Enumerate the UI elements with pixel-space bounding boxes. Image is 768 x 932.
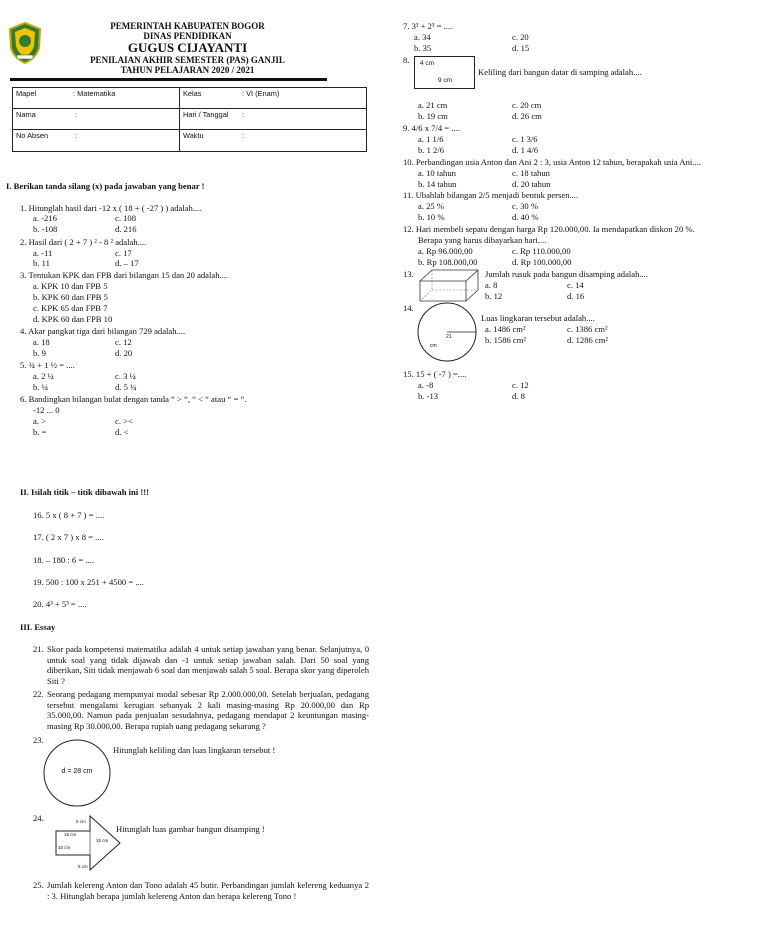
nama-cell — [12, 108, 180, 130]
q22-text: Seorang pedagang mempunyai modal sebesar Rp 2.000.000,00. Setelah berjualan, pedagang tersebut mengalami kerugian sebanyak 2 kali masing-masing Rp 20.000,00 dan Rp 35.000,00. Namun pada penjualan sesudahnya, pedagang mendapat 2 keuntungan masing-masing Rp 30.000,00. Berapa rupiah uang pedagang sekarang ? — [47, 689, 369, 731]
q20: 20. 4³ + 5³ = .... — [33, 599, 87, 609]
q14-option-a[interactable]: a. 1486 cm² — [485, 324, 526, 334]
q24-number: 24. — [33, 813, 44, 823]
q13-option-a[interactable]: a. 8 — [485, 280, 498, 290]
section3-title: III. Essay — [20, 622, 56, 632]
q14-number: 14. — [403, 303, 414, 313]
hari-cell — [179, 108, 367, 130]
q2-option-b[interactable]: b. 11 — [33, 258, 50, 268]
mapel-cell — [12, 87, 180, 109]
q8-option-b[interactable]: b. 19 cm — [418, 111, 448, 121]
section2-title: II. Isilah titik – titik dibawah ini !!! — [20, 487, 149, 497]
q6-option-b[interactable]: b. = — [33, 427, 47, 437]
q18: 18. – 180 : 6 = .... — [33, 555, 94, 565]
id-table — [12, 87, 367, 152]
q25-number: 25. — [33, 880, 44, 890]
q5-option-d[interactable]: d. 5 ¼ — [115, 382, 137, 392]
q4-stem: 4. Akar pangkat tiga dari bilangan 729 adalah.... — [20, 326, 186, 336]
q10-option-a[interactable]: a. 10 tahun — [418, 168, 456, 178]
waktu-value: : — [242, 131, 245, 140]
q13-number: 13. — [403, 269, 414, 279]
q8-width-label: 9 cm — [438, 77, 453, 84]
q7-option-d[interactable]: d. 15 — [512, 43, 530, 53]
q6-line2: -12 ... 0 — [33, 405, 60, 415]
q14-stem: Luas lingkaran tersebut adalah.... — [481, 313, 595, 323]
nama-label: Nama — [16, 110, 36, 119]
q14-unit-label: cm — [430, 343, 437, 349]
q14-option-c[interactable]: c. 1386 cm² — [567, 324, 608, 334]
kelas-value: : VI (Enam) — [242, 89, 280, 98]
q11-stem: 11. Ubahlah bilangan 2/5 menjadi bentuk persen.... — [403, 190, 579, 200]
q11-option-c[interactable]: c. 30 % — [512, 201, 539, 211]
q12-option-a[interactable]: a. Rp 96.000,00 — [418, 246, 473, 256]
q5-option-c[interactable]: c. 3 ¼ — [115, 371, 137, 381]
q8-option-d[interactable]: d. 26 cm — [512, 111, 542, 121]
q8-number: 8. — [403, 55, 410, 65]
absen-label: No Absen — [16, 131, 49, 140]
q15-stem: 15. 15 + ( -7 ) =.... — [403, 369, 467, 379]
q2-option-a[interactable]: a. -11 — [33, 248, 53, 258]
q19: 19. 500 : 100 x 251 + 4500 = .... — [33, 577, 144, 587]
q12-stem: 12. Hari membeli sepatu dengan harga Rp 120.000,00. Ia mendapatkan diskon 20 %. — [403, 224, 695, 234]
kelas-label: Kelas — [183, 89, 202, 98]
hari-value: : — [242, 110, 245, 119]
mapel-label: Mapel — [16, 89, 37, 98]
q10-option-b[interactable]: b. 14 tahun — [418, 179, 457, 189]
q7-option-b[interactable]: b. 35 — [414, 43, 432, 53]
q6-option-a[interactable]: a. > — [33, 416, 46, 426]
q9-stem: 9. 4/6 x 7/4 = .... — [403, 123, 460, 133]
q15-option-d[interactable]: d. 8 — [512, 391, 525, 401]
q24-dim-length: 15 cm — [64, 832, 77, 837]
q5-stem: 5. ¾ + 1 ½ = .... — [20, 360, 75, 370]
q3-option-a[interactable]: a. KPK 10 dan FPB 5 — [33, 281, 108, 291]
q16: 16. 5 x ( 8 + 7 ) = .... — [33, 510, 105, 520]
q22-number: 22. — [33, 689, 44, 699]
q24-dim-top: 5 cm — [76, 819, 86, 824]
q9-option-c[interactable]: c. 1 3/6 — [512, 134, 538, 144]
q10-stem: 10. Perbandingan usia Anton dan Ani 2 : 3, usia Anton 12 tahun, berapakah usia Ani.... — [403, 157, 701, 167]
q2-option-d[interactable]: d. – 17 — [115, 258, 139, 268]
q24-dim-bottom: 5 cm — [78, 864, 88, 869]
q4-option-b[interactable]: b. 9 — [33, 348, 46, 358]
q23-circle-figure — [42, 738, 112, 808]
header-line5: TAHUN PELAJARAN 2020 / 2021 — [120, 65, 255, 75]
q1-option-a[interactable]: a. -216 — [33, 213, 57, 223]
q11-option-b[interactable]: b. 10 % — [418, 212, 445, 222]
q4-option-a[interactable]: a. 18 — [33, 337, 50, 347]
header-title: GUGUS CIJAYANTI — [127, 40, 248, 55]
q14-option-d[interactable]: d. 1286 cm² — [567, 335, 609, 345]
q2-stem: 2. Hasil dari ( 2 + 7 ) ² - 8 ² adalah.... — [20, 237, 147, 247]
q15-option-b[interactable]: b. -13 — [418, 391, 439, 401]
q3-stem: 3. Tentukan KPK dan FPB dari bilangan 15 dan 20 adalah.... — [20, 270, 229, 280]
q1-option-c[interactable]: c. 108 — [115, 213, 137, 223]
q24-dim-width: 10 cm — [58, 845, 71, 850]
section1-title: I. Berikan tanda silang (x) pada jawaban yang benar ! — [6, 181, 205, 191]
kelas-cell — [179, 87, 367, 109]
q6-option-c[interactable]: c. >< — [115, 416, 133, 426]
q2-option-c[interactable]: c. 17 — [115, 248, 132, 258]
header-block — [60, 21, 315, 75]
q7-option-a[interactable]: a. 34 — [414, 32, 431, 42]
waktu-cell — [179, 129, 367, 152]
q10-option-c[interactable]: c. 18 tahun — [512, 168, 550, 178]
q4-option-d[interactable]: d. 20 — [115, 348, 133, 358]
q14-option-b[interactable]: b. 1586 cm² — [485, 335, 527, 345]
q15-option-c[interactable]: c. 12 — [512, 380, 529, 390]
nama-value: : — [75, 110, 78, 119]
q3-option-c[interactable]: c. KPK 65 dan FPB 7 — [33, 303, 108, 313]
q3-option-d[interactable]: d. KPK 60 dan FPB 10 — [33, 314, 113, 324]
q5-option-a[interactable]: a. 2 ¼ — [33, 371, 55, 381]
q4-option-c[interactable]: c. 12 — [115, 337, 132, 347]
header-line1: PEMERINTAH KABUPATEN BOGOR — [110, 21, 265, 31]
q15-option-a[interactable]: a. -8 — [418, 380, 434, 390]
q12-option-c[interactable]: c. Rp 110.000,00 — [512, 246, 571, 256]
q13-stem: Jumlah rusuk pada bangun disamping adalah.... — [485, 269, 649, 279]
q23-diameter-label: d = 28 cm — [61, 768, 93, 775]
q7-stem: 7. 3³ + 2³ = .... — [403, 21, 453, 31]
q13-option-d[interactable]: d. 16 — [567, 291, 585, 301]
q9-option-b[interactable]: b. 1 2/6 — [418, 145, 445, 155]
mapel-value: : Matematika — [73, 89, 116, 98]
school-logo — [8, 22, 42, 64]
q13-option-c[interactable]: c. 14 — [567, 280, 584, 290]
hari-label: Hari / Tanggal — [183, 110, 229, 119]
absen-value: : — [75, 131, 78, 140]
q9-option-a[interactable]: a. 1 1/6 — [418, 134, 444, 144]
q8-stem: Keliling dari bangun datar di samping adalah.... — [478, 67, 642, 77]
q24-arrow-figure — [52, 813, 124, 873]
q1-option-b[interactable]: b. -108 — [33, 224, 58, 234]
q6-stem: 6. Bandingkan bilangan bulat dengan tanda “ > “, “ < “ atau “ = “. — [20, 394, 247, 404]
q8-rectangle-figure — [414, 56, 475, 89]
q23-number: 23. — [33, 735, 44, 745]
header-line2: DINAS PENDIDIKAN — [143, 31, 232, 41]
q13-option-b[interactable]: b. 12 — [485, 291, 503, 301]
q12-line2: Berapa yang harus dibayarkan hari.... — [418, 235, 547, 245]
header-divider — [10, 78, 327, 81]
q10-option-d[interactable]: d. 20 tahun — [512, 179, 551, 189]
q11-option-d[interactable]: d. 40 % — [512, 212, 539, 222]
q23-text: Hitunglah keliling dan luas lingkaran tersebut ! — [113, 745, 276, 755]
q1-stem: 1. Hitunglah hasil dari -12 x ( 18 + ( -27 ) ) adalah.... — [20, 203, 202, 213]
q5-option-b[interactable]: b. ¼ — [33, 382, 49, 392]
q8-height-label: 4 cm — [420, 60, 435, 67]
header-line4: PENILAIAN AKHIR SEMESTER (PAS) GANJIL — [90, 55, 285, 65]
q12-option-b[interactable]: b. Rp 108.000,00 — [418, 257, 478, 267]
q8-option-c[interactable]: c. 20 cm — [512, 100, 542, 110]
absen-cell — [12, 129, 180, 152]
q13-cuboid-figure — [416, 267, 484, 305]
q1-option-d[interactable]: d. 216 — [115, 224, 137, 234]
q24-text: Hitunglah luas gambar bangun disamping ! — [116, 824, 265, 834]
q3-option-b[interactable]: b. KPK 60 dan FPB 5 — [33, 292, 108, 302]
q11-option-a[interactable]: a. 25 % — [418, 201, 445, 211]
q14-circle-figure — [414, 302, 480, 362]
q7-option-c[interactable]: c. 20 — [512, 32, 529, 42]
q9-option-d[interactable]: d. 1 4/6 — [512, 145, 539, 155]
q17: 17. ( 2 x 7 ) x 8 = .... — [33, 532, 104, 542]
q14-radius-label: 21 — [446, 334, 452, 340]
q21-number: 21. — [33, 644, 44, 654]
q24-dim-arrow: 10 cm — [96, 838, 109, 843]
q6-option-d[interactable]: d. < — [115, 427, 129, 437]
q8-option-a[interactable]: a. 21 cm — [418, 100, 448, 110]
q12-option-d[interactable]: d. Rp 100.000,00 — [512, 257, 572, 267]
q25-text: Jumlah kelereng Anton dan Tono adalah 45 butir. Perbandingan jumlah kelereng keduanya 2 : 3. Hitunglah berapa jumlah kelereng Anton dan berapa kelereng Tono ! — [47, 880, 369, 901]
q21-text: Skor pada kompetensi matematika adalah 4 untuk setiap jawaban yang benar. Selanjutnya, 0 untuk soal yang tidak dijawab dan -1 untuk setiap jawaban salah. Dari 50 soal yang diberikan, Siti tidak menjawab 6 soal dan menjawab salah 5 soal. Berapa skor yang diperoleh Siti ? — [47, 644, 369, 686]
waktu-label: Waktu — [183, 131, 204, 140]
